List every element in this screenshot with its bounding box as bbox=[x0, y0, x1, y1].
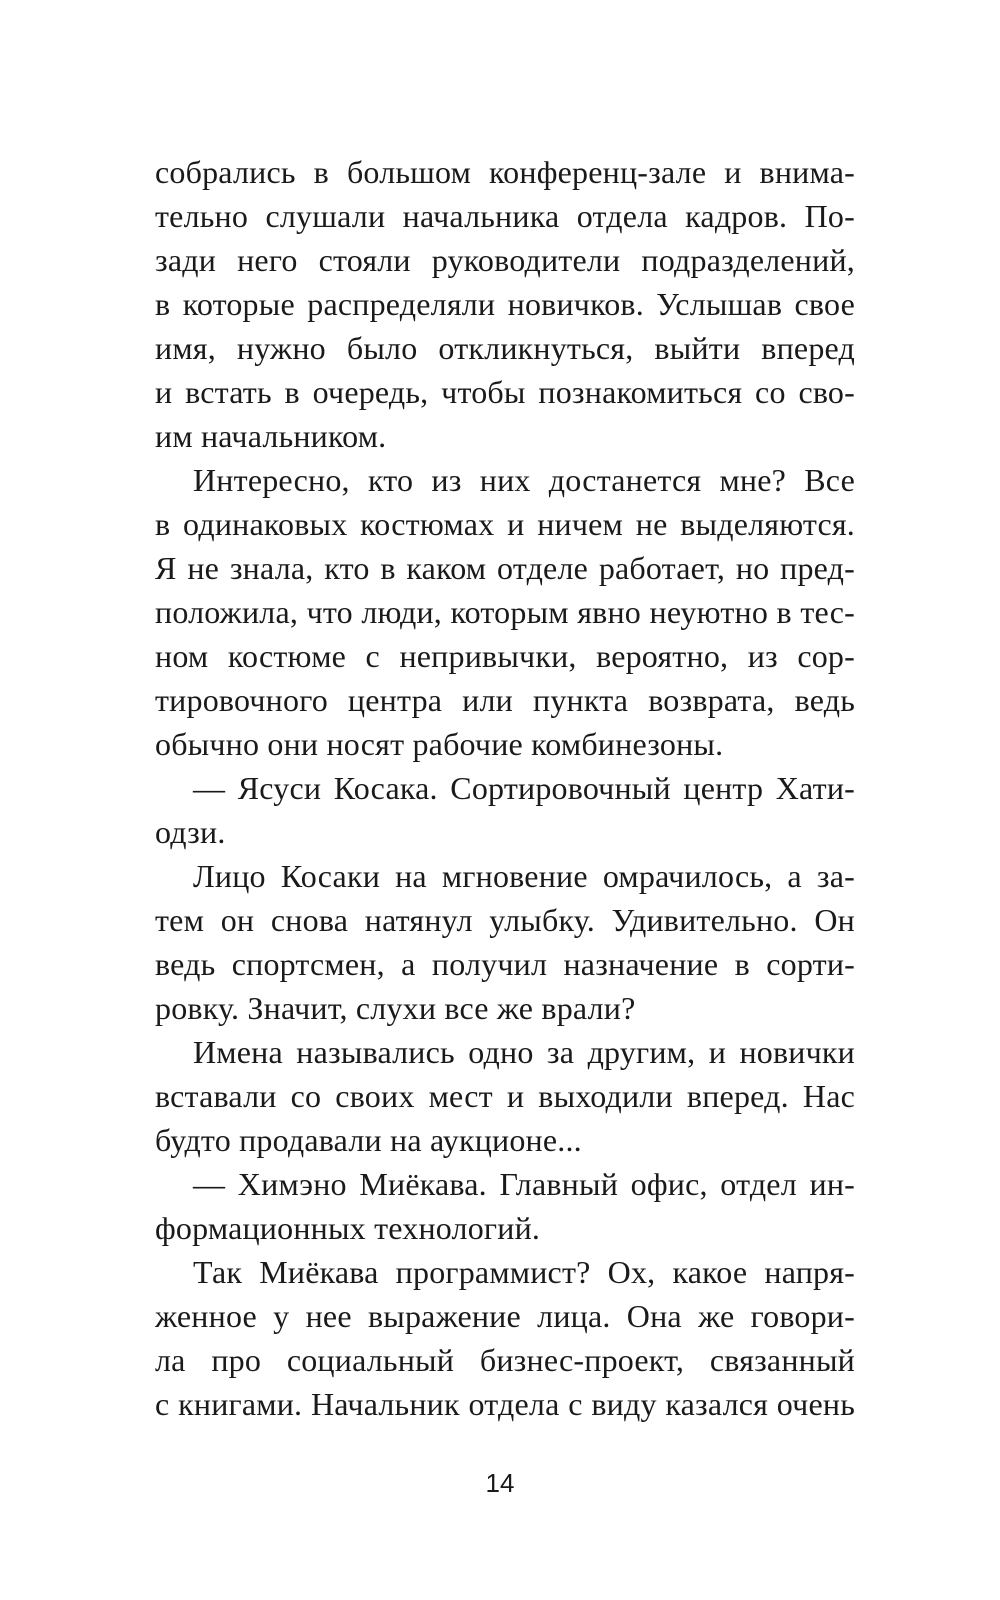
text-line: формационных технологий. bbox=[155, 1210, 541, 1246]
text-line: Имена назывались одно за другим, и новички bbox=[193, 1034, 855, 1070]
text-line: женное у нее выражение лица. Она же говори- bbox=[155, 1298, 855, 1334]
text-line: ровку. Значит, слухи все же врали? bbox=[155, 990, 636, 1026]
text-line: зади него стояли руководители подразделений, bbox=[155, 242, 855, 278]
text-line: одзи. bbox=[155, 814, 226, 850]
text-line: в которые распределяли новичков. Услышав свое bbox=[155, 286, 855, 322]
text-line: положила, что люди, которым явно неуютно в тес- bbox=[155, 594, 855, 630]
text-line: собрались в большом конференц-зале и внима- bbox=[155, 154, 855, 190]
text-line: и встать в очередь, чтобы познакомиться со сво- bbox=[155, 374, 855, 410]
text-line: Лицо Косаки на мгновение омрачилось, а за- bbox=[193, 858, 855, 894]
text-line: тировочного центра или пункта возврата, ведь bbox=[155, 682, 855, 718]
text-line: Интересно, кто из них достанется мне? Все bbox=[193, 462, 855, 498]
page-body bbox=[155, 150, 855, 1426]
text-line: ведь спортсмен, а получил назначение в сорти- bbox=[155, 946, 855, 982]
text-line: — Ясуси Косака. Сортировочный центр Хати- bbox=[193, 770, 855, 806]
text-line: тем он снова натянул улыбку. Удивительно. Он bbox=[155, 902, 855, 938]
text-line: имя, нужно было откликнуться, выйти вперед bbox=[155, 330, 855, 366]
text-line: им начальником. bbox=[155, 418, 387, 454]
text-line: будто продавали на аукционе... bbox=[155, 1122, 582, 1158]
text-line: вставали со своих мест и выходили вперед. Нас bbox=[155, 1078, 855, 1114]
text-line: с книгами. Начальник отдела с виду казался очень bbox=[155, 1386, 855, 1422]
text-line: в одинаковых костюмах и ничем не выделяются. bbox=[155, 506, 855, 542]
text-line: Я не знала, кто в каком отделе работает, но пред- bbox=[155, 550, 855, 586]
text-line: Так Миёкава программист? Ох, какое напря- bbox=[193, 1254, 855, 1290]
text-line: тельно слушали начальника отдела кадров. По- bbox=[155, 198, 855, 234]
text-line: обычно они носят рабочие комбинезоны. bbox=[155, 726, 724, 762]
page-number: 14 bbox=[485, 1468, 515, 1498]
text-line: ном костюме с непривычки, вероятно, из сор- bbox=[155, 638, 855, 674]
text-line: ла про социальный бизнес-проект, связанный bbox=[155, 1342, 855, 1378]
text-line: — Химэно Миёкава. Главный офис, отдел ин- bbox=[193, 1166, 855, 1202]
